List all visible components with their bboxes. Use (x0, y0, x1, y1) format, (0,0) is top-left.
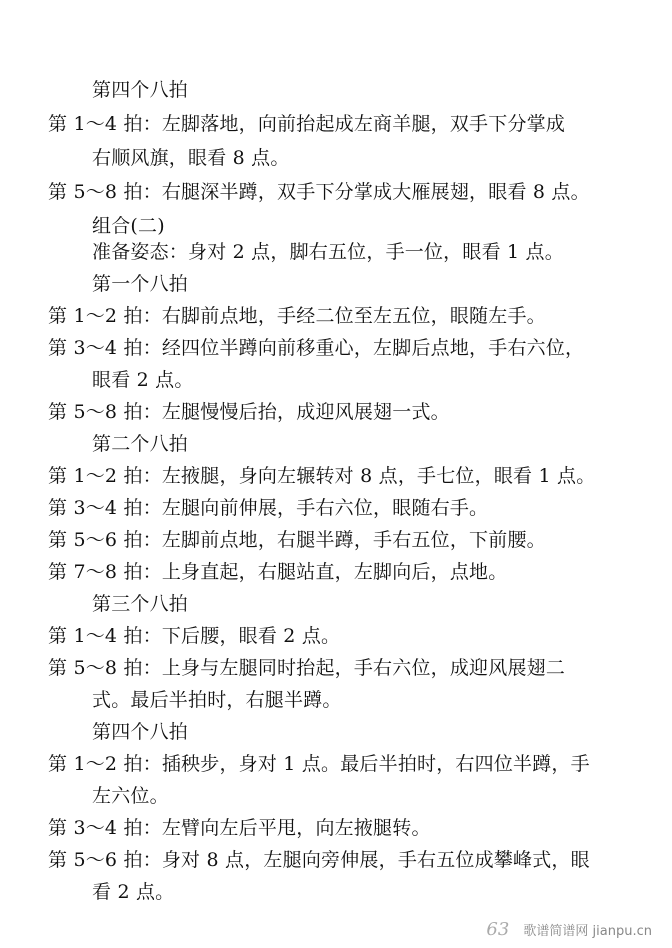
section-heading: 第四个八拍 (92, 721, 189, 743)
text-line: 第 3～4 拍：左腿向前伸展，手右六位，眼随右手。 (48, 497, 489, 519)
section-heading: 第四个八拍 (92, 79, 189, 101)
combination-heading: 组合(二) (92, 215, 165, 237)
text-line-continued: 右顺风旗，眼看 8 点。 (92, 147, 290, 169)
text-line-continued: 看 2 点。 (92, 881, 175, 903)
text-line: 第 1～4 拍：下后腰，眼看 2 点。 (48, 625, 341, 647)
text-line: 第 3～4 拍：左臂向左后平甩，向左掖腿转。 (48, 817, 431, 839)
text-line-continued: 式。最后半拍时，右腿半蹲。 (92, 689, 342, 711)
text-line: 第 1～2 拍：插秧步，身对 1 点。最后半拍时，右四位半蹲，手 (48, 753, 590, 775)
preparation-line: 准备姿态：身对 2 点，脚右五位，手一位，眼看 1 点。 (92, 241, 564, 263)
text-line: 第 3～4 拍：经四位半蹲向前移重心，左脚后点地，手右六位， (48, 337, 585, 359)
watermark: 歌谱简谱网 jianpu.cn (523, 924, 652, 939)
text-line: 第 5～8 拍：左腿慢慢后抬，成迎风展翅一式。 (48, 401, 450, 423)
text-line: 第 1～2 拍：右脚前点地，手经二位至左五位，眼随左手。 (48, 305, 546, 327)
text-line: 第 5～8 拍：右腿深半蹲，双手下分掌成大雁展翅，眼看 8 点。 (48, 181, 590, 203)
text-line: 第 5～6 拍：身对 8 点，左腿向旁伸展，手右五位成攀峰式，眼 (48, 849, 590, 871)
text-line: 第 1～4 拍：左脚落地，向前抬起成左商羊腿，双手下分掌成 (48, 113, 566, 135)
section-heading: 第三个八拍 (92, 593, 189, 615)
text-line: 第 7～8 拍：上身直起，右腿站直，左脚向后，点地。 (48, 561, 508, 583)
text-line-continued: 眼看 2 点。 (92, 369, 194, 391)
text-line: 第 5～6 拍：左脚前点地，右腿半蹲，手右五位，下前腰。 (48, 529, 546, 551)
section-heading: 第二个八拍 (92, 433, 189, 455)
text-line: 第 5～8 拍：上身与左腿同时抬起，手右六位，成迎风展翅二 (48, 657, 566, 679)
text-line-continued: 左六位。 (92, 785, 169, 807)
page-number: 63 (486, 919, 510, 940)
text-line: 第 1～2 拍：左掖腿，身向左辗转对 8 点，手七位，眼看 1 点。 (48, 465, 596, 487)
page-footer (486, 919, 652, 940)
section-heading: 第一个八拍 (92, 273, 189, 295)
